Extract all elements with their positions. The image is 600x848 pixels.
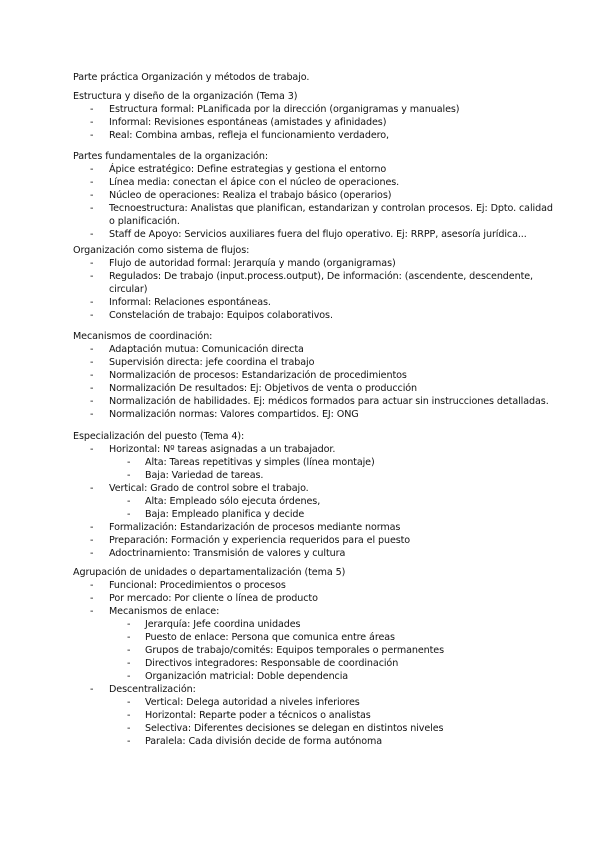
- section-flujos: [73, 244, 554, 322]
- bullet-dash: -: [90, 203, 94, 214]
- section-agrupacion: [73, 566, 565, 748]
- bullet-dash: -: [90, 580, 94, 591]
- bullet-dash: -: [90, 357, 94, 368]
- sub-list-item: - Selectiva: Diferentes decisiones se delegan en distintos niveles: [127, 723, 444, 734]
- section-estructura: [73, 90, 554, 142]
- bullet-dash: -: [90, 344, 94, 355]
- bullet-dash: -: [90, 190, 94, 201]
- bullet-dash: -: [90, 483, 94, 494]
- bullet-dash: -: [127, 658, 131, 669]
- bullet-dash: -: [90, 258, 94, 269]
- bullet-dash: -: [90, 297, 94, 308]
- sub-list-item: - Baja: Variedad de tareas.: [127, 470, 264, 481]
- bullet-dash: -: [127, 697, 131, 708]
- bullet-dash: -: [90, 383, 94, 394]
- bullet-dash: -: [127, 723, 131, 734]
- bullet-dash: -: [90, 130, 94, 141]
- bullet-dash: -: [90, 548, 94, 559]
- section-heading: Agrupación de unidades o departamentalización (tema 5): [73, 567, 346, 578]
- list-item: - Staff de Apoyo: Servicios auxiliares fuera del flujo operativo. Ej: RRPP, asesoría jurídica...: [90, 229, 527, 240]
- bullet-dash: -: [90, 271, 94, 282]
- bullet-dash: -: [127, 496, 131, 507]
- list-item: - Formalización: Estandarización de procesos mediante normas: [90, 522, 401, 533]
- list-item: - Vertical: Grado de control sobre el trabajo.: [90, 483, 309, 494]
- bullet-dash: -: [90, 684, 94, 695]
- bullet-dash: -: [90, 444, 94, 455]
- sub-list-item: - Puesto de enlace: Persona que comunica entre áreas: [127, 632, 395, 643]
- sub-list-item: - Vertical: Delega autoridad a niveles inferiores: [127, 697, 360, 708]
- list-item: - Mecanismos de enlace:: [90, 606, 220, 617]
- list-item: - Adoctrinamiento: Transmisión de valores y cultura: [90, 548, 346, 559]
- sub-list-item: - Baja: Empleado planifica y decide: [127, 509, 305, 520]
- sub-list-item: - Alta: Empleado sólo ejecuta órdenes,: [127, 496, 321, 507]
- sub-list-item: - Organización matricial: Doble dependencia: [127, 671, 349, 682]
- section-heading: Especialización del puesto (Tema 4):: [73, 431, 245, 442]
- section-heading: Partes fundamentales de la organización:: [73, 151, 269, 162]
- bullet-dash: -: [90, 606, 94, 617]
- list-item: - Adaptación mutua: Comunicación directa: [90, 344, 304, 355]
- list-item: - Tecnoestructura: Analistas que planifican, estandarizan y controlan procesos. Ej: Dpto. calidad o planificación.: [90, 203, 553, 227]
- list-item: - Ápice estratégico: Define estrategias y gestiona el entorno: [90, 164, 387, 175]
- section-heading: Estructura y diseño de la organización (Tema 3): [73, 91, 298, 102]
- list-item: - Flujo de autoridad formal: Jerarquía y mando (organigramas): [90, 258, 396, 269]
- bullet-dash: -: [90, 229, 94, 240]
- bullet-dash: -: [127, 710, 131, 721]
- bullet-dash: -: [90, 104, 94, 115]
- section-especializacion: [73, 430, 565, 560]
- list-item: - Constelación de trabajo: Equipos colaborativos.: [90, 310, 333, 321]
- section-partes: [73, 150, 554, 241]
- bullet-dash: -: [127, 509, 131, 520]
- bullet-dash: -: [90, 522, 94, 533]
- sub-list-item: - Horizontal: Reparte poder a técnicos o analistas: [127, 710, 371, 721]
- list-item: - Normalización De resultados: Ej: Objetivos de venta o producción: [90, 383, 418, 394]
- list-item: - Por mercado: Por cliente o línea de producto: [90, 593, 318, 604]
- page-title: Parte práctica Organización y métodos de trabajo.: [73, 72, 310, 83]
- bullet-dash: -: [90, 535, 94, 546]
- list-item: - Informal: Relaciones espontáneas.: [90, 297, 271, 308]
- list-item: - Normalización de habilidades. Ej: médicos formados para actuar sin instrucciones detalladas.: [90, 396, 549, 407]
- bullet-dash: -: [90, 409, 94, 420]
- list-item: - Regulados: De trabajo (input.process.output), De información: (ascendente, descendente, circular): [90, 271, 533, 295]
- sub-list-item: - Paralela: Cada división decide de forma autónoma: [127, 736, 383, 747]
- bullet-dash: -: [127, 671, 131, 682]
- sub-list-item: - Grupos de trabajo/comités: Equipos temporales o permanentes: [127, 645, 444, 656]
- bullet-dash: -: [90, 396, 94, 407]
- bullet-dash: -: [127, 457, 131, 468]
- bullet-dash: -: [127, 619, 131, 630]
- list-item: - Línea media: conectan el ápice con el núcleo de operaciones.: [90, 177, 400, 188]
- list-item: - Estructura formal: PLanificada por la dirección (organigramas y manuales): [90, 104, 460, 115]
- list-item: - Normalización normas: Valores compartidos. EJ: ONG: [90, 409, 359, 420]
- list-item: - Descentralización:: [90, 684, 196, 695]
- bullet-dash: -: [90, 310, 94, 321]
- sub-list-item: - Jerarquía: Jefe coordina unidades: [127, 619, 301, 630]
- bullet-dash: -: [90, 117, 94, 128]
- bullet-dash: -: [90, 177, 94, 188]
- list-item: - Horizontal: Nº tareas asignadas a un trabajador.: [90, 444, 336, 455]
- bullet-dash: -: [90, 164, 94, 175]
- list-item: - Informal: Revisiones espontáneas (amistades y afinidades): [90, 117, 387, 128]
- section-coordinacion: [73, 330, 554, 421]
- list-item: - Supervisión directa: jefe coordina el trabajo: [90, 357, 315, 368]
- list-item: - Normalización de procesos: Estandarización de procedimientos: [90, 370, 407, 381]
- list-item: - Funcional: Procedimientos o procesos: [90, 580, 286, 591]
- list-item: - Real: Combina ambas, refleja el funcionamiento verdadero,: [90, 130, 389, 141]
- list-item: - Núcleo de operaciones: Realiza el trabajo básico (operarios): [90, 190, 392, 201]
- list-item: - Preparación: Formación y experiencia requeridos para el puesto: [90, 535, 411, 546]
- section-heading: Mecanismos de coordinación:: [73, 331, 213, 342]
- bullet-dash: -: [90, 370, 94, 381]
- bullet-dash: -: [127, 736, 131, 747]
- sub-list-item: - Alta: Tareas repetitivas y simples (línea montaje): [127, 457, 375, 468]
- bullet-dash: -: [127, 632, 131, 643]
- bullet-dash: -: [127, 645, 131, 656]
- bullet-dash: -: [127, 470, 131, 481]
- bullet-dash: -: [90, 593, 94, 604]
- sub-list-item: - Directivos integradores: Responsable de coordinación: [127, 658, 399, 669]
- section-heading: Organización como sistema de flujos:: [73, 245, 250, 256]
